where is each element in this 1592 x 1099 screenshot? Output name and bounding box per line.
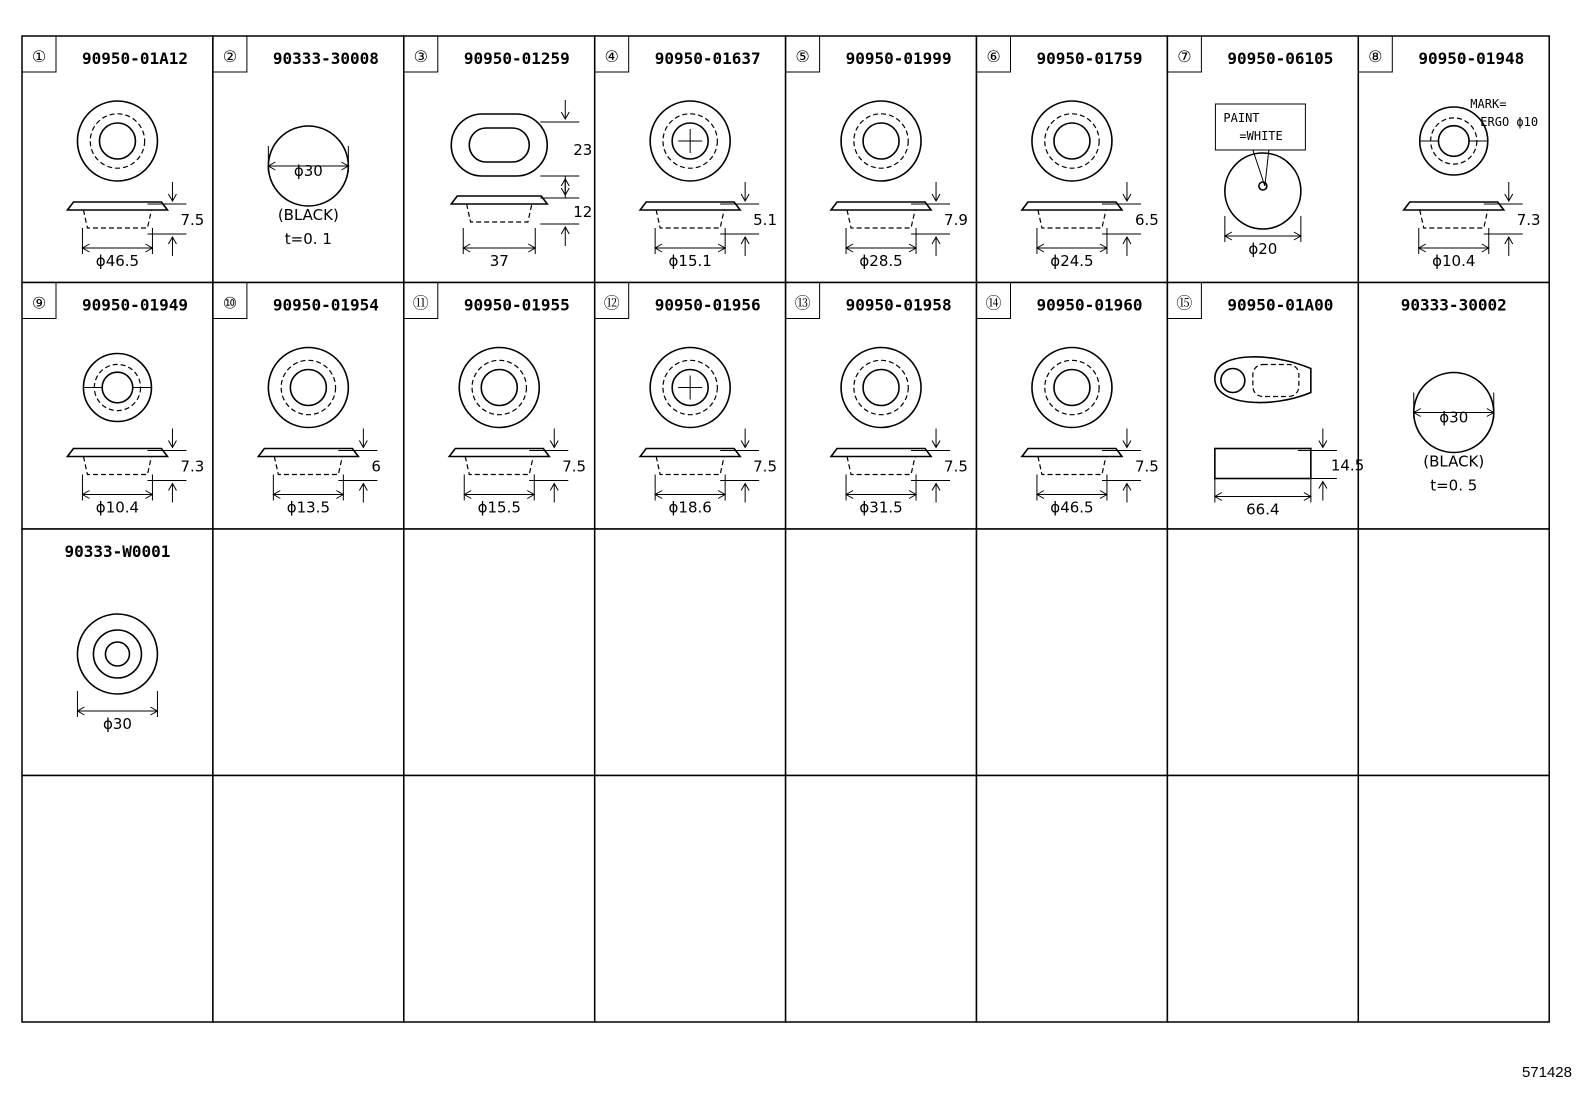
- dimension-label: ϕ46.5: [95, 252, 140, 270]
- dimension-label: ϕ24.5: [1050, 252, 1094, 270]
- callout-number: ④: [604, 47, 619, 66]
- mark-note: ERGO ϕ10: [1480, 115, 1539, 129]
- dimension-label: ϕ31.5: [859, 498, 903, 517]
- callout-number: ⑭: [985, 293, 1002, 313]
- callout-number: ⑦: [1177, 47, 1192, 66]
- dimension-label: 7.5: [562, 457, 587, 476]
- dimension-label: 6.5: [1134, 211, 1159, 229]
- mark-note: MARK=: [1470, 97, 1507, 111]
- callout-number: ②: [222, 47, 238, 66]
- dimension-label: 66.4: [1246, 500, 1280, 519]
- part-number: 90950-01A00: [1227, 295, 1334, 315]
- part-number: 90950-01259: [463, 49, 570, 68]
- part-number: 90950-01956: [654, 295, 761, 315]
- dimension-label: ϕ20: [1248, 240, 1278, 258]
- part-number: 90950-01954: [272, 295, 379, 315]
- diameter-label: ϕ30: [1439, 408, 1469, 427]
- grid-cell: [1358, 529, 1549, 776]
- part-number: 90950-06105: [1227, 49, 1334, 68]
- part-number: 90950-01759: [1036, 49, 1143, 68]
- grid-cell: [404, 776, 595, 1023]
- part-number: 90950-01948: [1418, 49, 1525, 68]
- thickness-note: t=0. 1: [284, 230, 332, 248]
- grid-cell: [977, 776, 1168, 1023]
- grid-cell: [1358, 776, 1549, 1023]
- dimension-label: 23: [573, 141, 593, 159]
- dimension-label: 6: [371, 457, 381, 476]
- grid-cell: [1167, 529, 1358, 776]
- dimension-label: 7.3: [1516, 211, 1541, 229]
- callout-number: ⑬: [794, 293, 811, 313]
- dimension-label: 5.1: [753, 211, 778, 229]
- dimension-label: ϕ18.6: [668, 498, 712, 517]
- color-note: (BLACK): [277, 206, 339, 224]
- part-number: 90950-01A12: [82, 49, 188, 68]
- grid-cell: [404, 529, 595, 776]
- grid-cell: [1358, 36, 1549, 283]
- dimension-label: 7.9: [944, 211, 968, 229]
- part-number: 90333-W0001: [64, 542, 171, 561]
- dimension-label: ϕ10.4: [1432, 252, 1476, 270]
- grid-cell: [595, 776, 786, 1023]
- paint-note: =WHITE: [1239, 129, 1283, 143]
- dimension-label: 37: [489, 252, 509, 270]
- dimension-label: ϕ46.5: [1050, 498, 1094, 517]
- grid-cell: [786, 529, 977, 776]
- grid-cell: [595, 529, 786, 776]
- grid-cell: [22, 529, 213, 776]
- dimension-label: ϕ28.5: [859, 252, 903, 270]
- grid-cell: [22, 776, 213, 1023]
- callout-number: ⑪: [412, 293, 429, 313]
- callout-number: ⑨: [31, 293, 47, 313]
- part-number: 90950-01960: [1036, 295, 1143, 315]
- dimension-label: ϕ30: [102, 715, 132, 733]
- dimension-label: 7.5: [753, 457, 778, 476]
- callout-number: ⑮: [1176, 293, 1193, 313]
- grid-cell: [1167, 283, 1358, 530]
- dimension-label: 7.5: [180, 211, 205, 229]
- part-number: 90333-30008: [272, 49, 379, 68]
- callout-number: ⑥: [986, 47, 1001, 66]
- dimension-label: 14.5: [1330, 456, 1365, 475]
- grid-cell: [22, 283, 213, 530]
- callout-number: ⑫: [603, 293, 620, 313]
- dimension-label: 7.5: [944, 457, 968, 476]
- dimension-label: 7.3: [180, 457, 205, 476]
- part-number: 90950-01958: [845, 295, 952, 315]
- grid-cell: [1167, 776, 1358, 1023]
- diagram-code: 571428: [1521, 1064, 1572, 1081]
- dimension-label: ϕ13.5: [286, 498, 330, 517]
- part-number: 90950-01999: [845, 49, 952, 68]
- dimension-label: 7.5: [1134, 457, 1159, 476]
- callout-number: ①: [31, 47, 47, 66]
- callout-number: ⑧: [1368, 47, 1383, 66]
- part-number: 90333-30002: [1400, 295, 1507, 315]
- grid-cell: [977, 529, 1168, 776]
- dimension-label: ϕ15.5: [477, 498, 521, 517]
- grid-cell: [786, 776, 977, 1023]
- dimension-label: 12: [573, 203, 593, 221]
- callout-number: ⑤: [795, 47, 810, 66]
- dimension-label: ϕ15.1: [668, 252, 712, 270]
- part-number: 90950-01949: [82, 295, 188, 315]
- thickness-note: t=0. 5: [1430, 476, 1478, 495]
- grid-cell: [404, 36, 595, 283]
- diameter-label: ϕ30: [293, 162, 323, 180]
- callout-number: ⑩: [222, 293, 238, 313]
- paint-note: PAINT: [1223, 111, 1260, 125]
- grid-cell: [213, 529, 404, 776]
- grid-cell: [213, 776, 404, 1023]
- part-number: 90950-01955: [463, 295, 570, 315]
- callout-number: ③: [413, 47, 428, 66]
- color-note: (BLACK): [1423, 452, 1485, 471]
- part-number: 90950-01637: [654, 49, 761, 68]
- dimension-label: ϕ10.4: [95, 498, 140, 517]
